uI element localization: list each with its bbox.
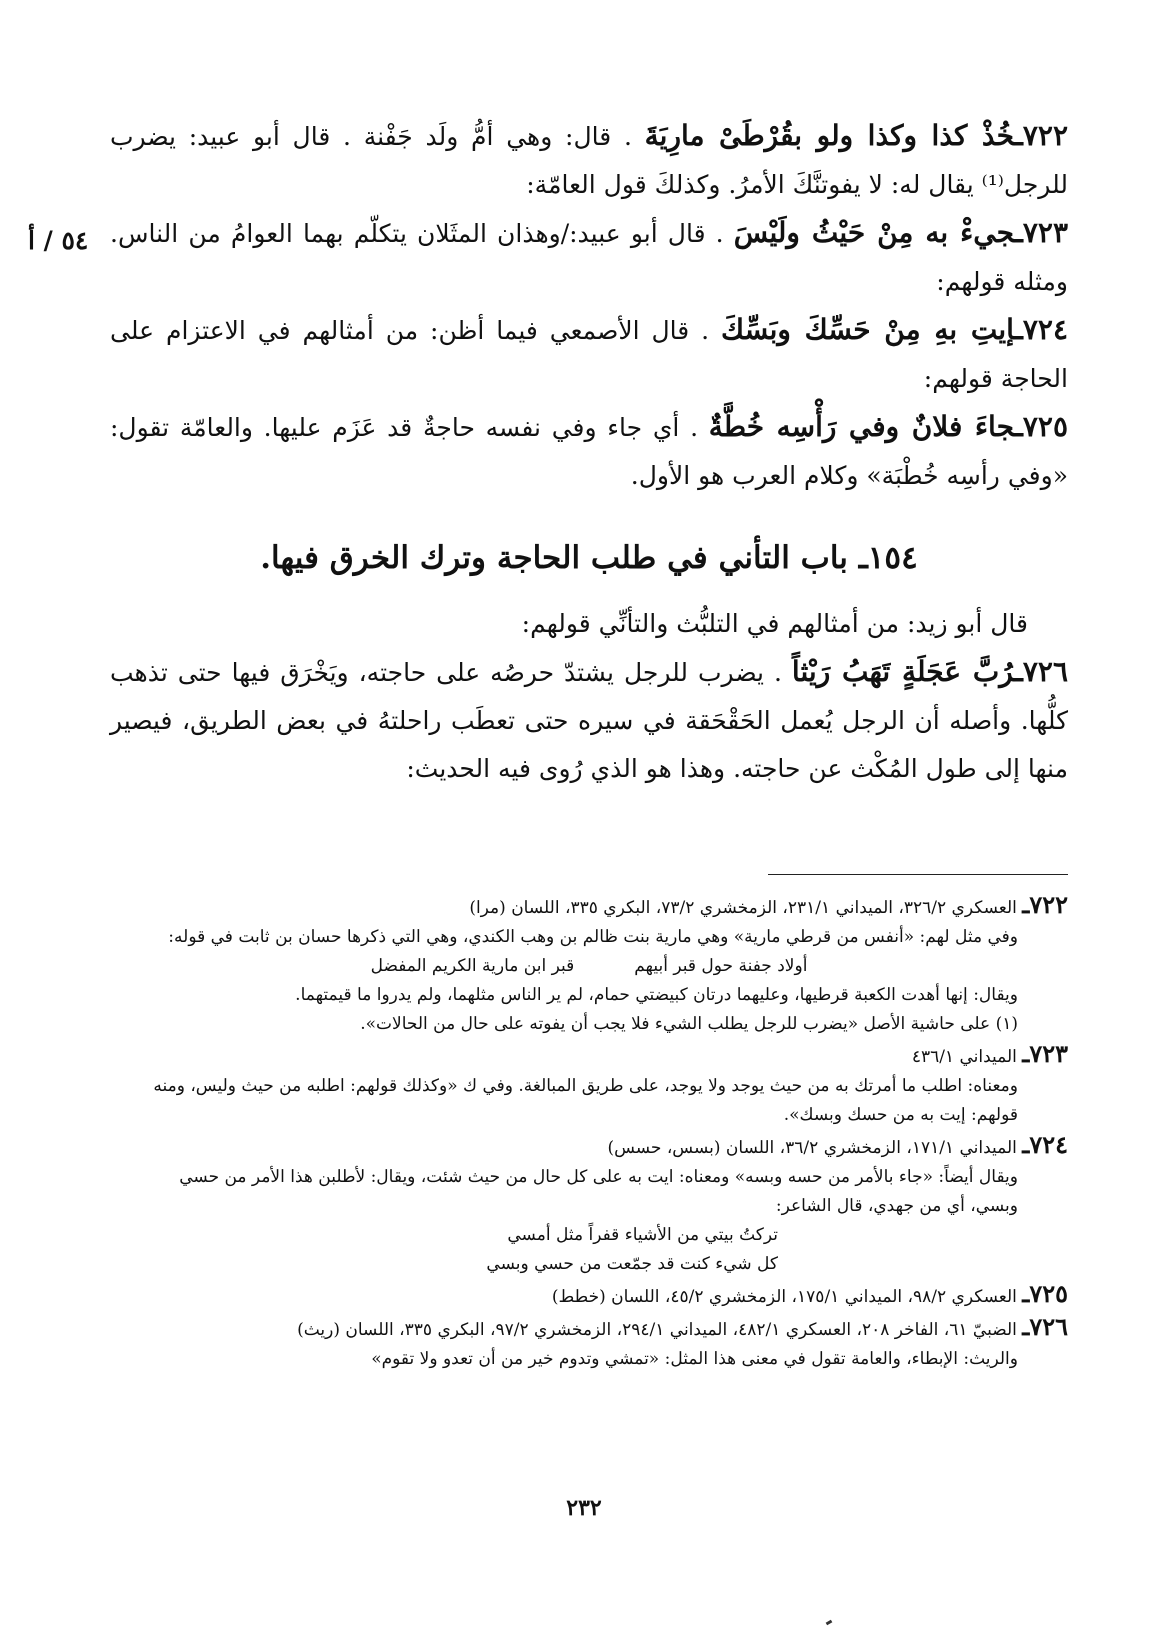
note-724-refs: ٧٢٤ـ الميداني ١٧١/١، الزمخشري ٣٦/٢، اللسان (بسس، حسس)	[607, 1130, 1068, 1159]
note-722-refs: ٧٢٢ـ العسكري ٣٢٦/٢، الميداني ٢٣١/١، الزمخشري ٧٣/٢، البكري ٣٣٥، اللسان (مرا)	[469, 890, 1068, 919]
chapter-heading: ١٥٤ـ باب التأني في طلب الحاجة وترك الخرق فيها.	[260, 540, 918, 576]
proverbs-main-text	[110, 112, 1068, 500]
footnote-separator	[768, 874, 1068, 875]
entry-text: . قال أبو عبيد:/وهذان المثَلان يتكلّم بهما العوامُ من الناس. ومثله قولهم:	[110, 219, 1068, 296]
note-725-refs: ٧٢٥ـ العسكري ٩٨/٢، الميداني ١٧٥/١، الزمخشري ٤٥/٢، اللسان (خطط)	[551, 1279, 1068, 1308]
note-number: ٧٢٤ـ	[1022, 1130, 1068, 1159]
chapter-intro: قال أبو زيد: من أمثالهم في التلبُّث والتأنِّي قولهم:	[521, 609, 1028, 638]
entry-number: ٧٢٦ـ	[1014, 655, 1068, 688]
proverb-headword: جيءْ به مِنْ حَيْثُ ولَيْسَ	[733, 216, 1015, 249]
proverb-entry-724	[110, 306, 1068, 403]
entry-number: ٧٢٣ـ	[1014, 216, 1068, 249]
note-723-line: ومعناه: اطلب ما أمرتك به من حيث يوجد ولا يوجد، على طريق المبالغة. وفي ك «وكذلك قولهم: اطلبه من حيث وليس، ومنه	[153, 1076, 1018, 1096]
note-number: ٧٢٦ـ	[1022, 1312, 1068, 1341]
note-number: ٧٢٣ـ	[1022, 1039, 1068, 1068]
entry-text: . قال الأصمعي فيما أظن: من أمثالهم في الاعتزام على الحاجة قولهم:	[110, 316, 1068, 393]
note-724-verse: كل شيء كنت قد جمّعت من حسي وبسي	[486, 1254, 778, 1274]
entry-number: ٧٢٥ـ	[1014, 410, 1068, 443]
note-722-line: ويقال: إنها أهدت الكعبة قرطيها، وعليهما درتان كبيضتي حمام، لم ير الناس مثلهما، ولم يدروا ما قيمتهما.	[295, 985, 1018, 1005]
proverb-headword: رُبَّ عَجَلَةٍ تَهَبُ رَيْثاً	[791, 655, 1015, 688]
proverb-headword: جاءَ فلانٌ وفي رَأْسِه خُطَّةٌ	[708, 410, 1015, 443]
proverb-entry-723	[110, 209, 1068, 306]
chapter-body	[110, 600, 1068, 793]
note-723-refs: ٧٢٣ـ الميداني ٤٣٦/١	[911, 1039, 1068, 1068]
note-726-refs: ٧٢٦ـ الضبيّ ٦١، الفاخر ٢٠٨، العسكري ٤٨٢/١، الميداني ٢٩٤/١، الزمخشري ٩٧/٢، البكري ٣٣٥، اللسان (ريث)	[297, 1312, 1068, 1341]
note-722-verse	[110, 952, 1068, 981]
note-number: ٧٢٥ـ	[1022, 1279, 1068, 1308]
entry-number: ٧٢٤ـ	[1014, 313, 1068, 346]
entry-text: . يضرب للرجل يشتدّ حرصُه على حاجته، ويَخْرَق فيها حتى تذهب كلُّها. وأصله أن الرجل يُعمل الحَقْحَقة في سيره حتى تعطَب راحلتهُ في بعض الطريق، فيصير منها إلى طول المُكْث عن حاجته. وهذا هو الذي رُوى فيه الحديث:	[110, 658, 1068, 783]
manuscript-folio-marker: ٥٤ / أ	[28, 226, 89, 255]
note-number: ٧٢٢ـ	[1022, 890, 1068, 919]
proverb-entry-726	[110, 648, 1068, 793]
note-724-line: وبسي، أي من جهدي، قال الشاعر:	[775, 1196, 1018, 1216]
note-724-line: ويقال أيضاً: «جاء بالأمر من حسه وبسه» ومعناه: ايت به على كل حال من حيث شئت، ويقال: لأطلبن هذا الأمر من حسي	[179, 1167, 1018, 1187]
verse-hemistich: قبر ابن مارية الكريم المفضل	[370, 956, 575, 976]
note-726-line: والريث: الإبطاء، والعامة تقول في معنى هذا المثل: «تمشي وتدوم خير من أن تعدو ولا تقوم»	[371, 1349, 1018, 1369]
footnotes	[110, 890, 1068, 1374]
note-722-footnote: (١) على حاشية الأصل «يضرب للرجل يطلب الشيء فلا يجب أن يفوته على حال من الحالات».	[360, 1014, 1018, 1034]
note-723-line: قولهم: إيت به من حسك وبسك».	[783, 1105, 1018, 1125]
scan-speck	[826, 1620, 833, 1626]
proverb-headword: إيتِ بهِ مِنْ حَسِّكَ وبَسِّكَ	[721, 313, 1015, 346]
proverb-entry-725	[110, 403, 1068, 500]
entry-text: . أي جاء وفي نفسه حاجةٌ قد عَزَم عليها. والعامّة تقول: «وفي رأسِه خُطْبَة» وكلام العرب هو الأول.	[110, 413, 1068, 490]
entry-number: ٧٢٢ـ	[1014, 119, 1068, 152]
entry-text: . قال: وهي أمُّ ولَد جَفْنة . قال أبو عبيد: يضرب للرجل⁽¹⁾ يقال له: لا يفوتنَّكَ الأمرُ. وكذلكَ قول العامّة:	[110, 122, 1068, 199]
verse-hemistich: أولاد جفنة حول قبر أبيهم	[634, 956, 808, 976]
note-724-verse: تركتُ بيتي من الأشياء قفراً مثل أمسي	[507, 1225, 778, 1245]
note-722-line: وفي مثل لهم: «أنفس من قرطي مارية» وهي مارية بنت ظالم بن وهب الكندي، وهي التي ذكرها حسان بن ثابت في قوله:	[168, 927, 1018, 947]
proverb-headword: خُذْ كذا وكذا ولو بقُرْطَىْ مارِيَةَ	[644, 119, 1015, 152]
proverb-entry-722	[110, 112, 1068, 209]
page-number: ٢٣٢	[566, 1495, 602, 1521]
